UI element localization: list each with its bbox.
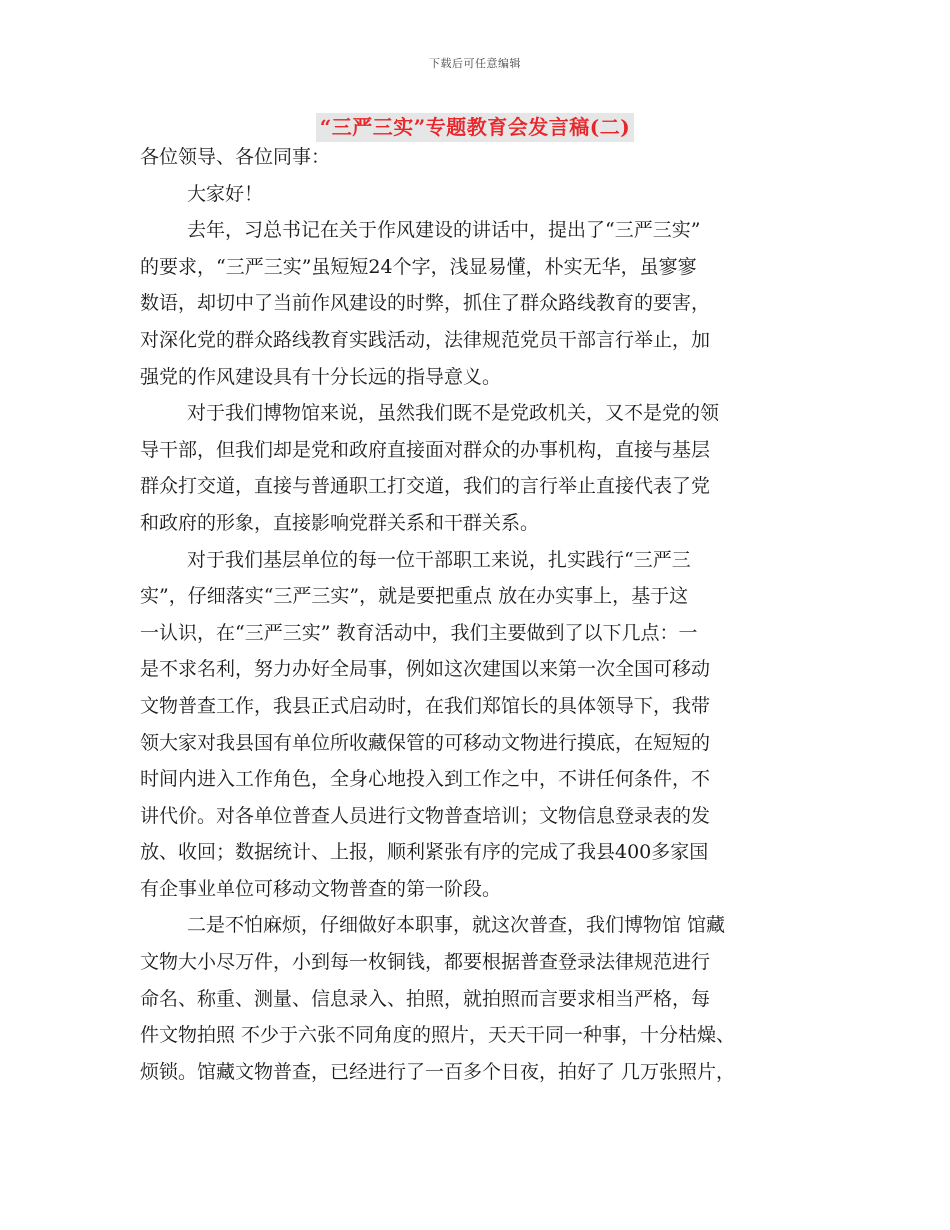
document-title: “三严三实”专题教育会发言稿(二) [316, 113, 634, 142]
body-line: 的要求，“三严三实”虽短短24个字，浅显易懂，朴实无华，虽寥寥 [140, 255, 697, 278]
body-line: 有企事业单位可移动文物普查的第一阶段。 [140, 877, 502, 900]
body-line: 领大家对我县国有单位所收藏保管的可移动文物进行摸底，在短短的 [140, 731, 711, 754]
body-line: 各位领导、各位同事： [140, 146, 331, 168]
body-line: 群众打交道，直接与普通职工打交道，我们的言行举止直接代表了党 [140, 475, 711, 498]
header-note: 下载后可任意编辑 [429, 57, 521, 70]
body-line: 二是不怕麻烦，仔细做好本职事，就这次普查，我们博物馆 馆藏 [187, 914, 726, 937]
body-line: 去年，习总书记在关于作风建设的讲话中，提出了“三严三实” [187, 219, 701, 242]
body-line: 文物大小尽万件，小到每一枚铜钱，都要根据普查登录法律规范进行 [140, 951, 711, 974]
body-line: 文物普查工作，我县正式启动时，在我们郑馆长的具体领导下，我带 [140, 694, 711, 717]
body-line: 实”，仔细落实“三严三实”，就是要把重点 放在办实事上，基于这 [140, 585, 689, 608]
body-line: 命名、称重、测量、信息录入、拍照，就拍照而言要求相当严格，每 [140, 987, 711, 1010]
body-line: 放、收回；数据统计、上报，顺利紧张有序的完成了我县400多家国 [140, 841, 709, 864]
body-line: 强党的作风建设具有十分长远的指导意义。 [140, 365, 502, 388]
body-line: 是不求名利，努力办好全局事，例如这次建国以来第一次全国可移动 [140, 658, 711, 681]
body-line: 讲代价。对各单位普查人员进行文物普查培训；文物信息登录表的发 [140, 804, 711, 827]
title-container [0, 113, 950, 142]
body-line: 导干部，但我们却是党和政府直接面对群众的办事机构，直接与基层 [140, 438, 711, 461]
body-line: 对深化党的群众路线教育实践活动，法律规范党员干部言行举止，加 [140, 328, 711, 351]
body-line: 和政府的形象，直接影响党群关系和干群关系。 [140, 511, 540, 534]
body-line: 对于我们博物馆来说，虽然我们既不是党政机关，又不是党的领 [187, 402, 720, 425]
document-body [140, 139, 840, 1090]
body-line: 时间内进入工作角色，全身心地投入到工作之中，不讲任何条件，不 [140, 768, 711, 791]
body-line: 烦锁。馆藏文物普查，已经进行了一百多个日夜，拍好了 几万张照片， [140, 1060, 736, 1083]
body-line: 一认识，在“三严三实” 教育活动中，我们主要做到了以下几点：一 [140, 621, 698, 644]
body-line: 件文物拍照 不少于六张不同角度的照片，天天干同一种事，十分枯燥、 [140, 1024, 736, 1047]
body-line: 大家好！ [187, 182, 264, 205]
body-line: 对于我们基层单位的每一位干部职工来说，扎实践行“三严三 [187, 548, 691, 571]
body-line: 数语，却切中了当前作风建设的时弊，抓住了群众路线教育的要害， [140, 292, 711, 315]
